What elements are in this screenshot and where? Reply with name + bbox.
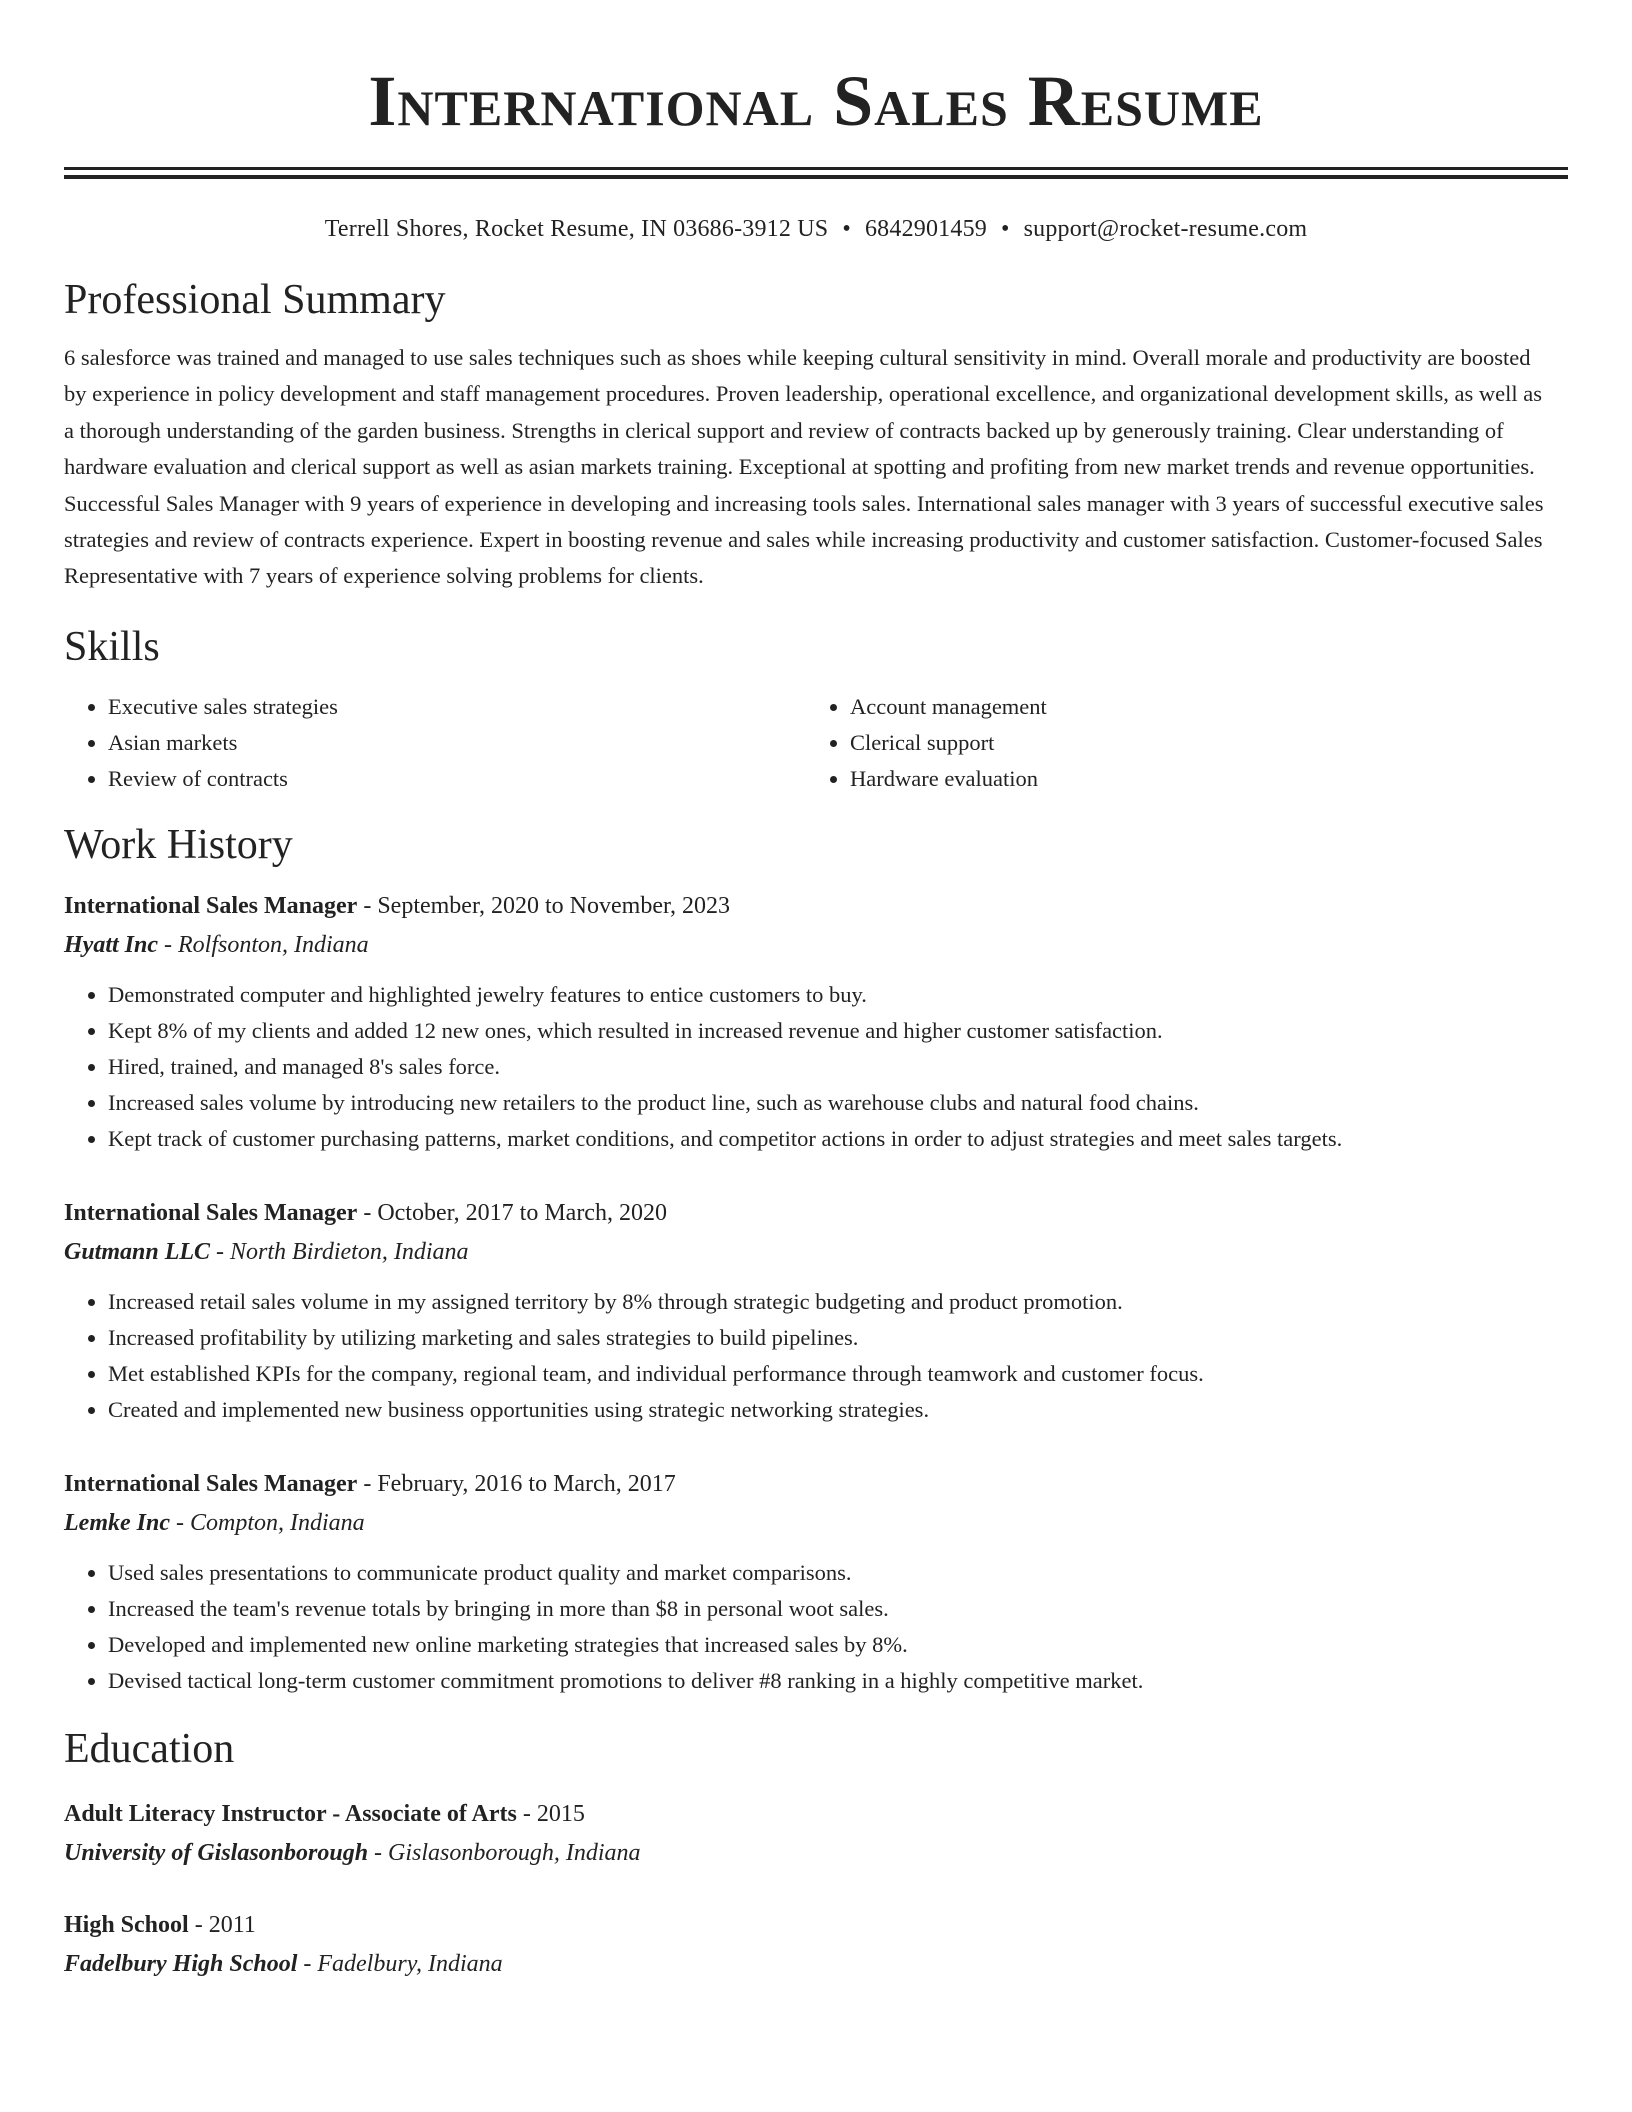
job-location: - North Birdieton, Indiana: [210, 1238, 469, 1265]
job-company: Lemke Inc: [64, 1509, 170, 1536]
skill-item: • Executive sales strategies: [108, 689, 806, 725]
job-entry: [64, 1465, 1568, 1699]
job-bullet: • Increased profitability by utilizing marketing and sales strategies to build pipelines.: [108, 1320, 1568, 1356]
job-location: - Compton, Indiana: [169, 1509, 365, 1536]
job-bullet: • Developed and implemented new online marketing strategies that increased sales by 8%.: [108, 1627, 1568, 1663]
contact-address: Terrell Shores, Rocket Resume, IN 03686-3912 US: [324, 216, 829, 242]
job-employer: [64, 1504, 1568, 1543]
job-header: [64, 1194, 1568, 1233]
skill-item: • Account management: [850, 689, 1548, 725]
skill-item: • Asian markets: [108, 725, 806, 761]
job-dates: - February, 2016 to March, 2017: [357, 1470, 676, 1497]
summary-text: 6 salesforce was trained and managed to use sales techniques such as shoes while keeping cultural sensitivity in mind. Overall morale and productivity are boosted by experience in policy development and staff management procedures. Proven leadership, operational excellence, and organizational development skills, as well as a thorough understanding of the garden business. Strengths in clerical support and review of contracts backed up by generously training. Clear understanding of hardware evaluation and clerical support as well as asian markets training. Exceptional at spotting and profiting from new market trends and revenue opportunities. Successful Sales Manager with 9 years of experience in developing and increasing tools sales. International sales manager with 3 years of successful executive sales strategies and review of contracts experience. Expert in boosting revenue and sales while increasing productivity and customer satisfaction. Customer-focused Sales Representative with 7 years of experience solving problems for clients.: [64, 345, 1544, 589]
job-header: [64, 1465, 1568, 1504]
skills-column-left: [64, 689, 806, 797]
job-title: International Sales Manager: [64, 1470, 358, 1497]
contact-line: [64, 214, 1568, 244]
education-year: - 2015: [516, 1800, 585, 1827]
job-employer: [64, 1233, 1568, 1272]
skill-item: • Hardware evaluation: [850, 761, 1548, 797]
job-bullet: • Created and implemented new business opportunities using strategic networking strategies.: [108, 1392, 1568, 1428]
education-degree: Adult Literacy Instructor - Associate of Arts: [64, 1800, 517, 1827]
job-header: [64, 887, 1568, 926]
work-history-heading: Work History: [64, 821, 293, 868]
job-dates: - October, 2017 to March, 2020: [357, 1199, 667, 1226]
education-year: - 2011: [188, 1911, 256, 1938]
job-bullets: [64, 977, 1568, 1157]
education-degree: High School: [64, 1911, 189, 1938]
job-bullet: • Demonstrated computer and highlighted jewelry features to entice customers to buy.: [108, 977, 1568, 1013]
job-bullet: • Kept track of customer purchasing patterns, market conditions, and competitor actions in order to adjust strategies and meet sales targets.: [108, 1121, 1568, 1157]
contact-separator: •: [1000, 216, 1010, 242]
education-school: University of Gislasonborough: [64, 1839, 369, 1866]
education-header: [64, 1906, 1568, 1945]
education-entry: [64, 1906, 1568, 1984]
job-bullet: • Increased retail sales volume in my assigned territory by 8% through strategic budgeting and product promotion.: [108, 1284, 1568, 1320]
job-entry: [64, 887, 1568, 1157]
job-title: International Sales Manager: [64, 892, 358, 919]
job-bullets: [64, 1555, 1568, 1699]
education-school-line: [64, 1834, 1568, 1873]
job-entry: [64, 1194, 1568, 1428]
job-location: - Rolfsonton, Indiana: [158, 931, 369, 958]
job-bullet: • Used sales presentations to communicate product quality and market comparisons.: [108, 1555, 1568, 1591]
job-company: Hyatt Inc: [64, 931, 158, 958]
summary-heading: Professional Summary: [64, 277, 446, 323]
job-employer: [64, 926, 1568, 965]
skill-item: • Review of contracts: [108, 761, 806, 797]
contact-email: support@rocket-resume.com: [1023, 216, 1308, 242]
job-bullet: • Increased the team's revenue totals by bringing in more than $8 in personal woot sales.: [108, 1591, 1568, 1627]
divider-line-top: [64, 167, 1568, 170]
divider-line-bottom: [64, 175, 1568, 179]
job-bullet: • Kept 8% of my clients and added 12 new ones, which resulted in increased revenue and higher customer satisfaction.: [108, 1013, 1568, 1049]
contact-separator: •: [842, 216, 851, 242]
job-company: Gutmann LLC: [64, 1238, 211, 1265]
education-location: - Fadelbury, Indiana: [297, 1950, 503, 1977]
resume-title: International Sales Resume: [368, 61, 1264, 141]
job-title: International Sales Manager: [64, 1199, 358, 1226]
job-bullet: • Hired, trained, and managed 8's sales force.: [108, 1049, 1568, 1085]
education-location: - Gislasonborough, Indiana: [368, 1839, 641, 1866]
education-header: [64, 1795, 1568, 1834]
skills-list: [64, 689, 1568, 797]
skills-heading: Skills: [64, 623, 160, 670]
education-school-line: [64, 1945, 1568, 1984]
job-bullet: • Increased sales volume by introducing new retailers to the product line, such as warehouse clubs and natural food chains.: [108, 1085, 1568, 1121]
job-bullet: • Devised tactical long-term customer commitment promotions to deliver #8 ranking in a highly competitive market.: [108, 1663, 1568, 1699]
education-heading: Education: [64, 1725, 235, 1772]
job-bullets: [64, 1284, 1568, 1428]
education-entry: [64, 1795, 1568, 1873]
job-bullet: • Met established KPIs for the company, regional team, and individual performance through teamwork and customer focus.: [108, 1356, 1568, 1392]
skills-column-right: [806, 689, 1548, 797]
education-school: Fadelbury High School: [64, 1950, 298, 1977]
title-divider: [64, 167, 1568, 179]
skill-item: • Clerical support: [850, 725, 1548, 761]
job-dates: - September, 2020 to November, 2023: [357, 892, 730, 919]
contact-phone: 6842901459: [864, 216, 987, 242]
